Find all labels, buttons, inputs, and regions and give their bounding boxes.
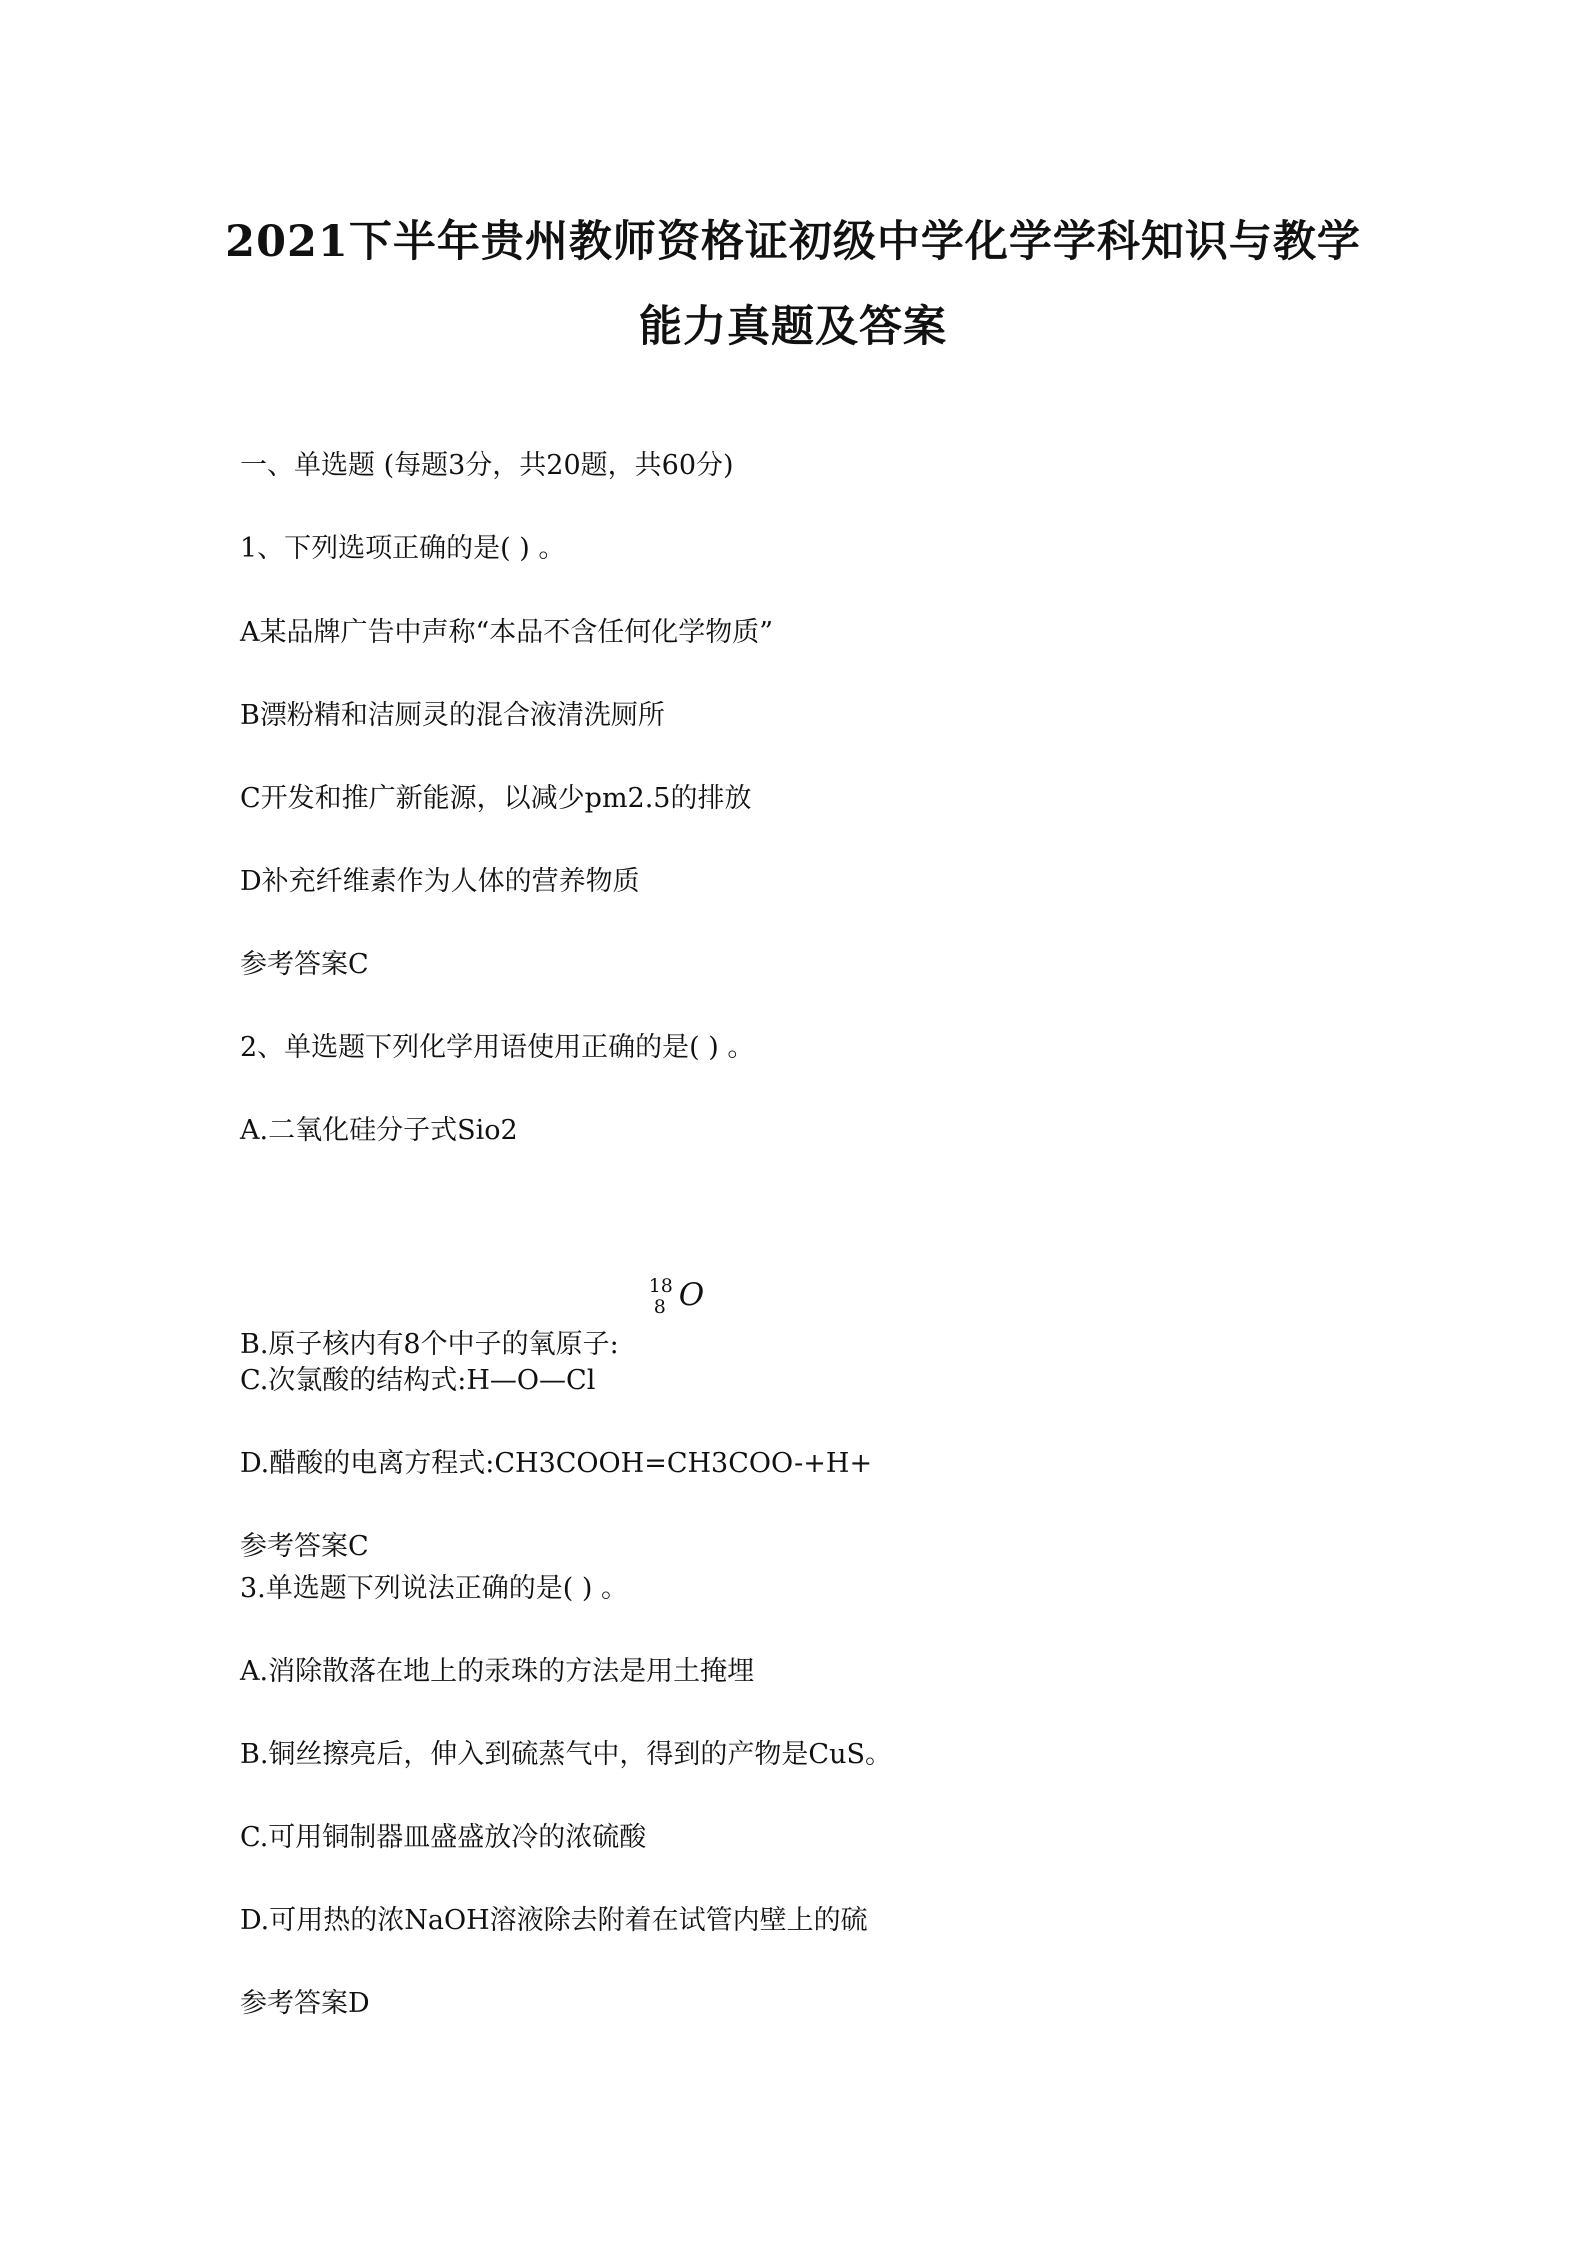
question-2-answer: 参考答案C [240, 1531, 369, 1562]
question-3-answer: 参考答案D [240, 1988, 370, 2019]
question-1-option-b: B漂粉精和洁厕灵的混合液清洗厕所 [240, 700, 665, 731]
question-1-option-d: D补充纤维素作为人体的营养物质 [240, 866, 640, 897]
question-3-option-d: D.可用热的浓NaOH溶液除去附着在试管内壁上的硫 [240, 1905, 868, 1936]
question-3-option-c: C.可用铜制器皿盛盛放冷的浓硫酸 [240, 1822, 647, 1853]
question-2-option-d: D.醋酸的电离方程式:CH3COOH=CH3COO-+H+ [240, 1448, 873, 1479]
question-1-option-c: C开发和推广新能源，以减少pm2.5的排放 [240, 783, 752, 814]
question-2-option-b-text: B.原子核内有8个中子的氧原子: [240, 1329, 619, 1360]
nuclide-atomic-number: 8 [653, 1296, 666, 1318]
document-title-line-2: 能力真题及答案 [639, 302, 947, 352]
nuclide-mass-number: 18 [648, 1275, 673, 1297]
question-2-option-b [240, 1275, 711, 1361]
question-1-answer: 参考答案C [240, 949, 369, 980]
question-1-option-a: A某品牌广告中声称“本品不含任何化学物质” [240, 617, 774, 648]
question-3-option-a: A.消除散落在地上的汞珠的方法是用土掩埋 [240, 1656, 755, 1687]
question-3-option-b: B.铜丝擦亮后，伸入到硫蒸气中，得到的产物是CuS。 [240, 1739, 892, 1770]
document-title-line-1: 2021下半年贵州教师资格证初级中学化学学科知识与教学 [225, 217, 1361, 267]
question-1-stem: 1、下列选项正确的是( ) 。 [240, 533, 566, 564]
question-3-stem: 3.单选题下列说法正确的是( ) 。 [240, 1573, 628, 1604]
question-2-stem: 2、单选题下列化学用语使用正确的是( ) 。 [240, 1032, 755, 1063]
nuclide-symbol: O [678, 1277, 705, 1313]
question-2-option-c: C.次氯酸的结构式:H—O—Cl [240, 1365, 596, 1396]
oxygen-nuclide-formula [649, 1275, 711, 1319]
section-heading: 一、单选题 (每题3分，共20题，共60分) [240, 450, 734, 481]
question-2-option-a: A.二氧化硅分子式Sio2 [240, 1115, 518, 1146]
